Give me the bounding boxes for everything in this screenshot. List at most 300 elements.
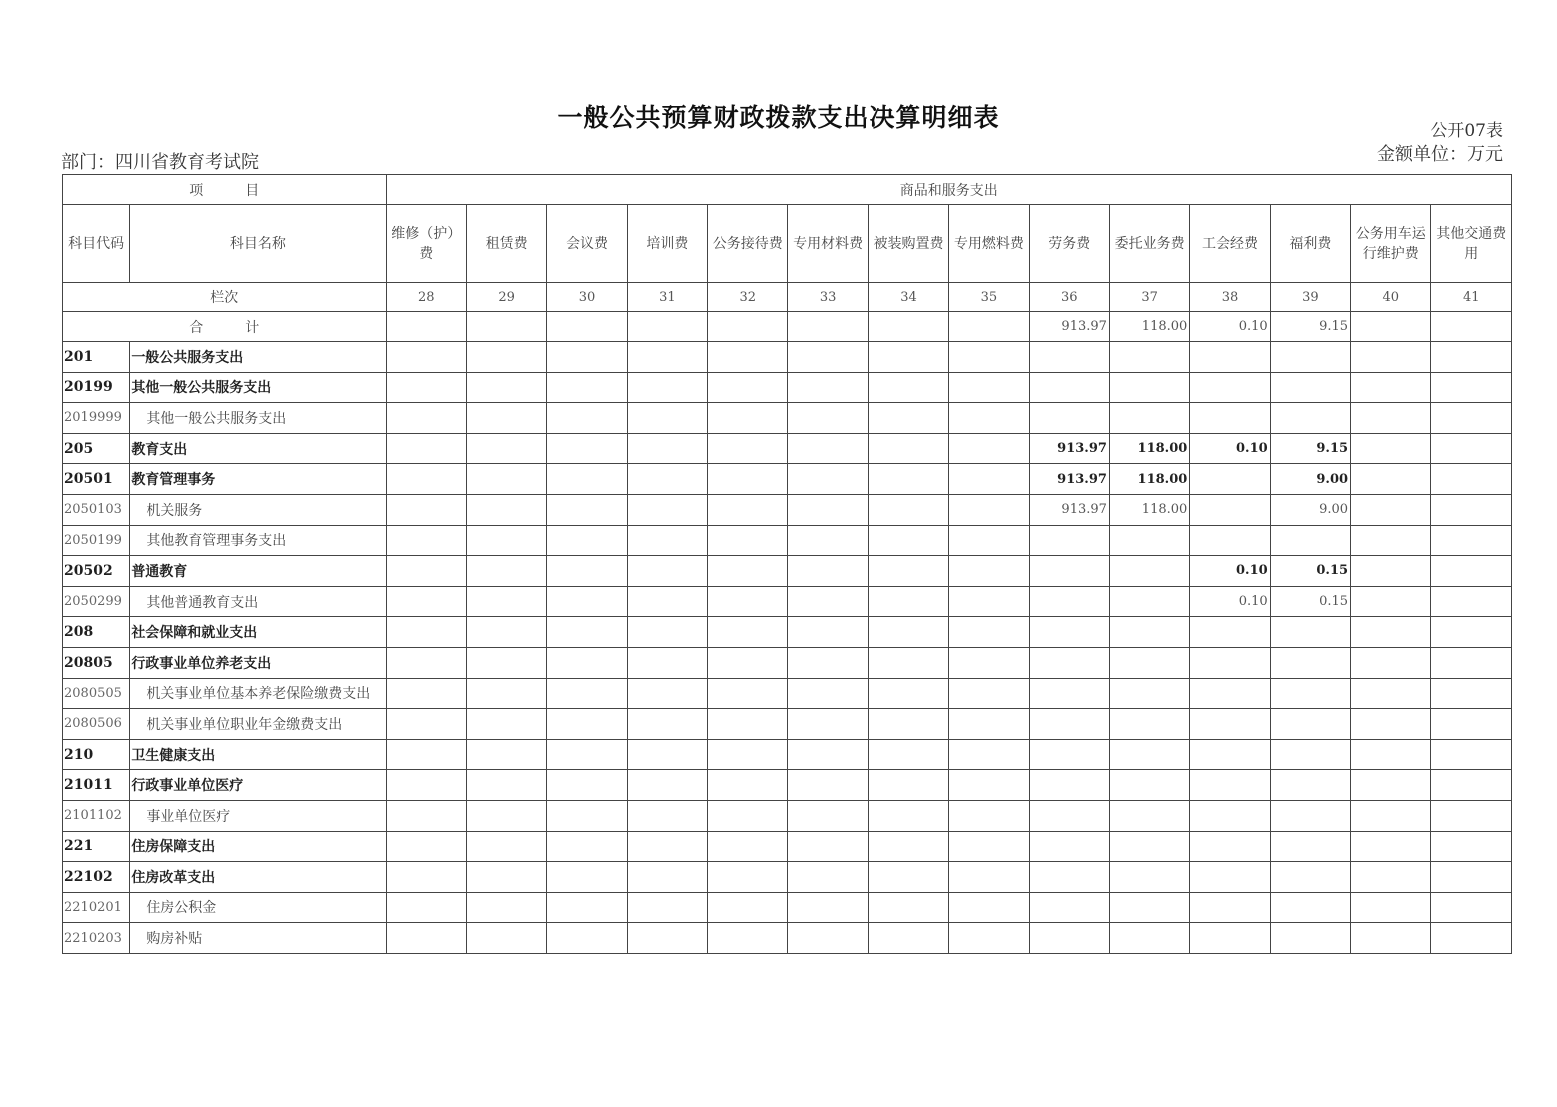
expenditure-table [62, 174, 1512, 954]
amount-cell [1431, 831, 1512, 862]
total-cell [949, 312, 1029, 342]
amount-cell [386, 494, 466, 525]
amount-cell [1351, 770, 1431, 801]
table-row [63, 647, 1512, 678]
amount-cell [1351, 494, 1431, 525]
amount-cell [1431, 464, 1512, 495]
amount-cell [1270, 800, 1350, 831]
amount-cell [1109, 831, 1189, 862]
subject-name: 行政事业单位养老支出 [130, 647, 386, 678]
amount-cell [466, 556, 546, 587]
amount-cell [949, 800, 1029, 831]
amount-cell [627, 892, 707, 923]
column-index: 28 [386, 283, 466, 312]
amount-cell [1431, 403, 1512, 434]
amount-cell [949, 923, 1029, 954]
amount-cell [386, 647, 466, 678]
amount-cell [708, 464, 788, 495]
column-header: 被装购置费 [868, 205, 948, 283]
column-index: 41 [1431, 283, 1512, 312]
goods-services-header: 商品和服务支出 [386, 175, 1511, 205]
amount-cell [1029, 678, 1109, 709]
code-header: 科目代码 [63, 205, 130, 283]
total-cell: 913.97 [1029, 312, 1109, 342]
amount-cell [1029, 403, 1109, 434]
amount-cell [708, 862, 788, 893]
total-cell: 0.10 [1190, 312, 1270, 342]
amount-cell [386, 770, 466, 801]
amount-cell [1109, 525, 1189, 556]
amount-cell [1190, 800, 1270, 831]
amount-cell [547, 770, 627, 801]
amount-cell [627, 372, 707, 403]
amount-cell [386, 403, 466, 434]
subject-code: 21011 [63, 770, 130, 801]
index-label: 栏次 [63, 283, 387, 312]
column-header: 培训费 [627, 205, 707, 283]
amount-cell [1109, 647, 1189, 678]
form-number: 公开07表 [1430, 121, 1503, 141]
amount-cell [1431, 617, 1512, 648]
column-header: 工会经费 [1190, 205, 1270, 283]
table-row [63, 678, 1512, 709]
amount-cell [1431, 678, 1512, 709]
amount-cell [949, 617, 1029, 648]
subject-code: 20501 [63, 464, 130, 495]
amount-cell [949, 647, 1029, 678]
amount-cell: 913.97 [1029, 464, 1109, 495]
header-row-columns [63, 205, 1512, 283]
amount-cell [466, 923, 546, 954]
amount-cell [1190, 892, 1270, 923]
subject-code: 2080505 [63, 678, 130, 709]
total-cell: 9.15 [1270, 312, 1350, 342]
amount-cell [1190, 647, 1270, 678]
amount-cell [1190, 617, 1270, 648]
amount-cell [949, 709, 1029, 740]
amount-cell [386, 464, 466, 495]
amount-cell [1351, 678, 1431, 709]
column-header: 会议费 [547, 205, 627, 283]
column-header: 专用材料费 [788, 205, 868, 283]
amount-cell [1109, 342, 1189, 373]
amount-cell [788, 342, 868, 373]
amount-cell [1351, 709, 1431, 740]
amount-cell [627, 494, 707, 525]
column-index: 33 [788, 283, 868, 312]
total-cell [627, 312, 707, 342]
subject-name: 住房改革支出 [130, 862, 386, 893]
subject-code: 210 [63, 739, 130, 770]
subject-code: 2050299 [63, 586, 130, 617]
amount-cell [1351, 342, 1431, 373]
amount-cell [708, 586, 788, 617]
amount-cell [1029, 647, 1109, 678]
subject-code: 208 [63, 617, 130, 648]
amount-cell [1351, 923, 1431, 954]
amount-cell [1190, 525, 1270, 556]
amount-cell [466, 800, 546, 831]
amount-cell [1109, 678, 1189, 709]
amount-cell [1029, 617, 1109, 648]
column-index: 30 [547, 283, 627, 312]
amount-cell [547, 403, 627, 434]
column-header: 租赁费 [466, 205, 546, 283]
amount-cell [1431, 433, 1512, 464]
amount-cell [627, 831, 707, 862]
amount-cell: 913.97 [1029, 433, 1109, 464]
table-row [63, 494, 1512, 525]
amount-cell [1109, 617, 1189, 648]
amount-cell [1109, 372, 1189, 403]
amount-cell [708, 678, 788, 709]
amount-cell: 0.15 [1270, 556, 1350, 587]
amount-cell [949, 831, 1029, 862]
amount-cell [868, 770, 948, 801]
amount-cell [1270, 525, 1350, 556]
subject-name: 普通教育 [130, 556, 386, 587]
amount-cell [547, 892, 627, 923]
amount-cell [627, 403, 707, 434]
amount-cell [1190, 678, 1270, 709]
amount-cell [1190, 923, 1270, 954]
column-index: 35 [949, 283, 1029, 312]
table-row [63, 892, 1512, 923]
amount-cell [1351, 556, 1431, 587]
amount-cell [1029, 556, 1109, 587]
amount-cell [708, 433, 788, 464]
amount-cell [466, 709, 546, 740]
amount-cell [547, 647, 627, 678]
table-row [63, 923, 1512, 954]
amount-cell [1029, 739, 1109, 770]
amount-cell [547, 494, 627, 525]
amount-cell: 0.15 [1270, 586, 1350, 617]
subject-code: 2050103 [63, 494, 130, 525]
amount-cell [1431, 556, 1512, 587]
amount-cell [627, 862, 707, 893]
amount-cell [788, 862, 868, 893]
amount-cell [386, 739, 466, 770]
column-index: 31 [627, 283, 707, 312]
amount-cell [708, 617, 788, 648]
amount-cell [1351, 372, 1431, 403]
amount-cell [868, 494, 948, 525]
amount-cell [547, 372, 627, 403]
subject-code: 22102 [63, 862, 130, 893]
table-row [63, 433, 1512, 464]
amount-cell [547, 862, 627, 893]
subject-code: 20502 [63, 556, 130, 587]
amount-cell [547, 525, 627, 556]
amount-cell [466, 403, 546, 434]
amount-cell [386, 372, 466, 403]
amount-cell [1190, 372, 1270, 403]
amount-cell [1190, 831, 1270, 862]
subject-name: 机关事业单位基本养老保险缴费支出 [130, 678, 386, 709]
table-row [63, 586, 1512, 617]
amount-cell [1190, 770, 1270, 801]
amount-cell [1351, 647, 1431, 678]
amount-cell [949, 862, 1029, 893]
table-row [63, 464, 1512, 495]
amount-cell: 9.15 [1270, 433, 1350, 464]
amount-cell [788, 739, 868, 770]
amount-cell [1431, 800, 1512, 831]
amount-cell [1431, 372, 1512, 403]
subject-name: 购房补贴 [130, 923, 386, 954]
amount-cell [868, 556, 948, 587]
subject-name: 其他一般公共服务支出 [130, 372, 386, 403]
subject-code: 201 [63, 342, 130, 373]
amount-cell [788, 372, 868, 403]
amount-cell [386, 433, 466, 464]
amount-cell: 118.00 [1109, 433, 1189, 464]
column-header: 委托业务费 [1109, 205, 1189, 283]
column-header: 维修（护）费 [386, 205, 466, 283]
amount-cell [386, 923, 466, 954]
amount-cell [386, 892, 466, 923]
amount-cell [466, 678, 546, 709]
column-header: 专用燃料费 [949, 205, 1029, 283]
amount-cell [1431, 586, 1512, 617]
amount-cell [547, 464, 627, 495]
amount-cell [788, 433, 868, 464]
amount-cell [1431, 525, 1512, 556]
amount-cell [1029, 770, 1109, 801]
amount-cell [1351, 525, 1431, 556]
amount-cell [868, 525, 948, 556]
amount-cell [788, 494, 868, 525]
amount-cell [1109, 739, 1189, 770]
amount-cell [1351, 892, 1431, 923]
amount-cell [949, 556, 1029, 587]
subject-name: 机关服务 [130, 494, 386, 525]
amount-cell [1351, 433, 1431, 464]
amount-cell [1431, 862, 1512, 893]
subject-code: 2210203 [63, 923, 130, 954]
amount-cell [386, 617, 466, 648]
amount-cell [1351, 739, 1431, 770]
amount-cell [868, 586, 948, 617]
amount-cell [466, 464, 546, 495]
amount-cell: 118.00 [1109, 494, 1189, 525]
amount-cell: 9.00 [1270, 494, 1350, 525]
amount-cell [1270, 647, 1350, 678]
amount-cell [1190, 342, 1270, 373]
total-cell [547, 312, 627, 342]
amount-cell [1270, 617, 1350, 648]
amount-cell [1431, 494, 1512, 525]
amount-cell [949, 678, 1029, 709]
amount-cell [627, 770, 707, 801]
amount-cell [547, 586, 627, 617]
amount-cell [1190, 739, 1270, 770]
table-row [63, 403, 1512, 434]
amount-cell [1351, 862, 1431, 893]
amount-cell [547, 709, 627, 740]
subject-code: 221 [63, 831, 130, 862]
amount-cell [868, 923, 948, 954]
table-row [63, 372, 1512, 403]
amount-cell [1109, 556, 1189, 587]
column-index: 37 [1109, 283, 1189, 312]
amount-cell [547, 923, 627, 954]
amount-cell [1190, 494, 1270, 525]
subject-code: 205 [63, 433, 130, 464]
subject-name: 机关事业单位职业年金缴费支出 [130, 709, 386, 740]
total-cell [868, 312, 948, 342]
amount-cell [1029, 525, 1109, 556]
amount-cell [788, 617, 868, 648]
subject-name: 其他教育管理事务支出 [130, 525, 386, 556]
amount-cell [386, 862, 466, 893]
amount-cell [949, 494, 1029, 525]
amount-cell [708, 800, 788, 831]
amount-cell [868, 831, 948, 862]
amount-cell [386, 586, 466, 617]
amount-cell [788, 464, 868, 495]
subject-name: 事业单位医疗 [130, 800, 386, 831]
amount-cell [708, 709, 788, 740]
amount-cell [386, 342, 466, 373]
index-row [63, 283, 1512, 312]
amount-cell [627, 800, 707, 831]
amount-cell [1109, 586, 1189, 617]
amount-cell [466, 617, 546, 648]
amount-cell [708, 770, 788, 801]
amount-cell [627, 464, 707, 495]
amount-cell [1270, 831, 1350, 862]
amount-cell [1431, 709, 1512, 740]
amount-cell [627, 709, 707, 740]
amount-cell [1029, 862, 1109, 893]
amount-cell [1270, 372, 1350, 403]
amount-cell [868, 372, 948, 403]
amount-cell [708, 892, 788, 923]
amount-cell [1190, 403, 1270, 434]
column-index: 29 [466, 283, 546, 312]
amount-cell [1109, 403, 1189, 434]
amount-cell [1109, 862, 1189, 893]
subject-name: 卫生健康支出 [130, 739, 386, 770]
amount-cell [1431, 892, 1512, 923]
subject-code: 2050199 [63, 525, 130, 556]
amount-cell [386, 709, 466, 740]
name-header: 科目名称 [130, 205, 386, 283]
amount-cell [788, 892, 868, 923]
subject-code: 2101102 [63, 800, 130, 831]
amount-cell [868, 647, 948, 678]
amount-cell [466, 862, 546, 893]
amount-cell [788, 923, 868, 954]
table-row [63, 342, 1512, 373]
amount-cell: 913.97 [1029, 494, 1109, 525]
amount-cell [1029, 800, 1109, 831]
amount-cell [1109, 892, 1189, 923]
amount-cell [386, 678, 466, 709]
amount-cell [868, 403, 948, 434]
amount-cell [1270, 892, 1350, 923]
amount-cell [1351, 800, 1431, 831]
table-row [63, 800, 1512, 831]
amount-cell [466, 525, 546, 556]
amount-cell [788, 770, 868, 801]
amount-cell [708, 372, 788, 403]
amount-cell [386, 556, 466, 587]
project-header: 项 目 [63, 175, 387, 205]
amount-cell [466, 892, 546, 923]
amount-cell [1029, 923, 1109, 954]
amount-cell [868, 709, 948, 740]
amount-cell [949, 586, 1029, 617]
amount-cell [1029, 831, 1109, 862]
department-label: 部门：四川省教育考试院 [61, 152, 259, 173]
amount-cell [547, 739, 627, 770]
amount-cell [708, 556, 788, 587]
amount-cell [466, 739, 546, 770]
amount-cell [1431, 770, 1512, 801]
amount-cell: 9.00 [1270, 464, 1350, 495]
amount-cell [466, 342, 546, 373]
table-row [63, 709, 1512, 740]
amount-cell [1109, 923, 1189, 954]
total-cell [386, 312, 466, 342]
amount-cell [466, 372, 546, 403]
amount-unit: 金额单位：万元 [1377, 144, 1503, 165]
header-row-group [63, 175, 1512, 205]
subject-name: 住房公积金 [130, 892, 386, 923]
subject-name: 社会保障和就业支出 [130, 617, 386, 648]
amount-cell [788, 586, 868, 617]
amount-cell [788, 678, 868, 709]
amount-cell [627, 342, 707, 373]
total-cell [1351, 312, 1431, 342]
amount-cell [627, 556, 707, 587]
amount-cell [547, 678, 627, 709]
amount-cell [627, 923, 707, 954]
table-row [63, 556, 1512, 587]
amount-cell [1270, 770, 1350, 801]
amount-cell [708, 647, 788, 678]
amount-cell [466, 494, 546, 525]
amount-cell [1270, 403, 1350, 434]
amount-cell [466, 586, 546, 617]
amount-cell [788, 709, 868, 740]
table-row [63, 770, 1512, 801]
amount-cell [788, 403, 868, 434]
table-body [63, 342, 1512, 954]
amount-cell [949, 464, 1029, 495]
amount-cell [386, 831, 466, 862]
amount-cell [1109, 770, 1189, 801]
amount-cell [788, 831, 868, 862]
amount-cell [627, 586, 707, 617]
total-cell [788, 312, 868, 342]
amount-cell [949, 525, 1029, 556]
amount-cell [868, 678, 948, 709]
amount-cell [1029, 342, 1109, 373]
amount-cell [627, 617, 707, 648]
amount-cell [1109, 800, 1189, 831]
amount-cell [627, 433, 707, 464]
amount-cell: 118.00 [1109, 464, 1189, 495]
amount-cell [1029, 709, 1109, 740]
amount-cell [1431, 342, 1512, 373]
amount-cell [708, 525, 788, 556]
amount-cell [1351, 586, 1431, 617]
amount-cell [466, 831, 546, 862]
